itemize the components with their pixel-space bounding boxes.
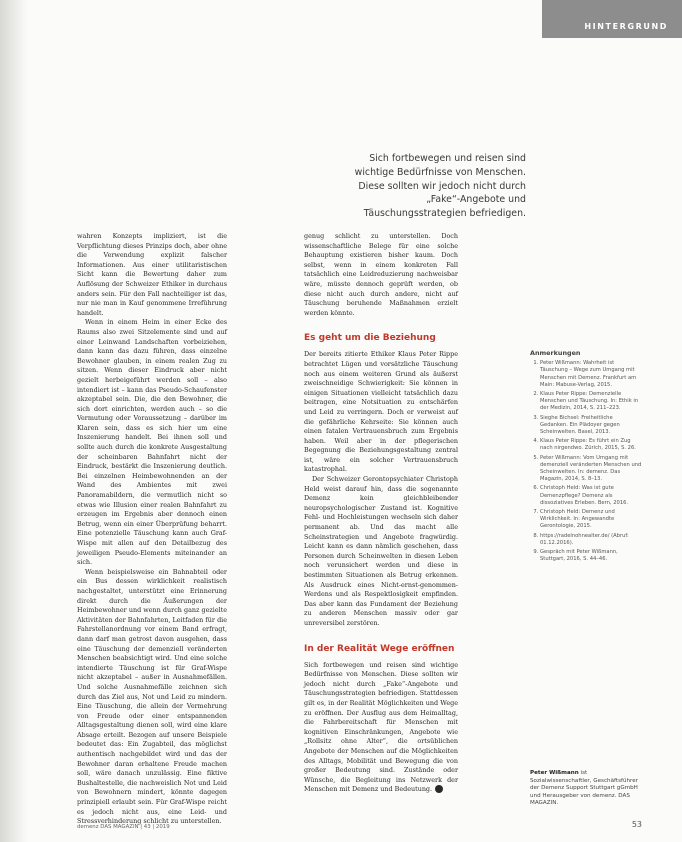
body-paragraph <box>304 661 458 795</box>
pull-quote: Sich fortbewegen und reisen sind wichtige Bedürfnisse von Menschen. Diese sollten wir jedoch nicht durch „Fake“-Angebote und Täuschungsstrategien befriedigen. <box>354 153 526 220</box>
body-column-middle <box>304 232 458 814</box>
footnotes <box>530 350 642 565</box>
footnote-item: 9. Gespräch mit Peter Wißmann, Stuttgart, 2016, S. 44–46. <box>540 549 642 563</box>
body-column-left <box>77 232 227 826</box>
body-paragraph: genug schlicht zu unterstellen. Doch wissenschaftliche Belege für eine solche Behauptung existieren bisher kaum. Doch selbst, wenn in einem konkreten Fall tatsächlich eine Leidreduzierung nachweisbar wäre, müsste dennoch geprüft werden, ob diese nicht auch durch andere, nicht auf Täuschung beruhende Maßnahmen erzielt werden könnte. <box>304 232 458 317</box>
section-label: HINTERGRUND <box>584 22 668 31</box>
footnotes-title: Anmerkungen <box>530 349 581 357</box>
body-paragraph: Der Schweizer Gerontopsychiater Christoph Held weist darauf hin, dass die sogenannte Demenz kein gleichbleibender neuropsychologischer Zustand ist. Kognitive Fehl- und Hochleistungen wechseln sich daher permanent ab. Und das macht alle Scheinstrategien und Angebote fragwürdig. Leicht kann es dann nämlich geschehen, dass Personen durch Scheinwelten in diesen Leben noch verunsichert werden und diese in bestimmten Situationen als Betrug erkennen. Als Ausdruck eines Nicht-ernst-genommen-Werdens und als Respektlosigkeit empfinden. Das aber kann das Fundament der Beziehung zu anderen Menschen massiv oder gar unreversibel zerstören. <box>304 475 458 627</box>
footnote-item: 4. Klaus Peter Rippe: Es führt ein Zug nach nirgendwo. Zürich, 2015, S. 26. <box>540 438 642 452</box>
author-bio-text: ist Sozialwissenschaftler, Geschäftsführer der Demenz Support Stuttgart gGmbH und Herausgeber von demenz. DAS MAGAZIN. <box>530 770 638 807</box>
author-name: Peter Wißmann <box>530 770 579 776</box>
footnote-item: 5. Peter Wißmann: Vom Umgang mit demenziell veränderten Menschen und Scheinwelten. In: demenz. Das Magazin, 2014, S. 8–13. <box>540 455 642 484</box>
footnote-list <box>530 360 642 563</box>
body-paragraph: Wenn beispielsweise ein Bahnabteil oder ein Bus dessen wirklichkeit realistisch nachgestaltet, unterstützt eine Erinnerung direkt durch die Äußerungen der Heimbewohner und wenn durch ganz gezielte Aktivitäten der Bahnfahrten, Leitfaden für die Fahrstellanordnung vor einem Band erfragt, dann darf man getrost davon ausgehen, dass eine Täuschung der demenziell veränderten Menschen beabsichtigt wird. Und eine solche intendierte Täuschung ist für Graf-Wispe nicht akzeptabel – außer in Ausnahmefällen. Und solche Ausnahmefälle zeichnen sich durch das Ziel aus, Not und Leid zu mindern. Eine Täuschung, die allein der Vermehrung von Freude oder einer entspannenden Alltagsgestaltung dienen soll, wird eine klare Absage erteilt. Bezogen auf unsere Beispiele bedeutet das: Ein Zugabteil, das möglichst authentisch nachgebildet wird und das der Bewohner daran erhaltene Freude machen soll, wäre danach unzulässig. Eine fiktive Bushaltestelle, die nachweislich Not und Leid von Bewohnern mindert, könnte dagegen prinzipiell erlaubt sein. Für Graf-Wispe reicht es jedoch nicht aus, eine Leid- und Stressverhinderung schlicht zu unterstellen. <box>77 567 227 826</box>
section-tab <box>542 0 682 38</box>
footnote-item: 6. Christoph Held: Was ist gute Demenzpflege? Demenz als dissoziatives Erleben. Bern, 2016. <box>540 485 642 507</box>
article-end-icon <box>435 785 443 793</box>
page-gutter-shadow <box>0 0 28 842</box>
section-heading: Es geht um die Beziehung <box>304 333 436 344</box>
body-text: Sich fortbewegen und reisen sind wichtige Bedürfnisse von Menschen. Diese sollten wir jedoch nicht durch „Fake“-Angebote und Täuschungsstrategien befriedigen. Stattdessen gilt es, in der Realität Möglichkeiten und Wege zu eröffnen. Der Ausflug aus dem Heimalltag, die Fahrbereitschaft für Menschen mit kognitiven Einschränkungen, Angebote wie „Rollsitz ohne Alter“, die ortsüblichen Angebote der Menschen auf die Möglichkeiten des Alltags, Mobilität und Bewegung die von großer Bedeutung sind. Zustände oder Wünsche, die Begleitung ins Netzwerk der Menschen mit Demenz und Bedeutung. <box>304 660 458 794</box>
footer-publication: demenz DAS MAGAZIN | 43 | 2019 <box>77 824 170 830</box>
author-bio <box>530 770 646 808</box>
footnote-item: 1. Peter Wißmann: Wahrheit ist Täuschung – Wege zum Umgang mit Menschen mit Demenz. Frankfurt am Main: Mabuse-Verlag, 2015. <box>540 360 642 389</box>
footnote-item: 3. Sieghe Bichsel: Freiheitliche Gedanken. Ein Plädoyer gegen Scheinwelten. Basel, 2013. <box>540 415 642 437</box>
body-paragraph: Wenn in einem Heim in einer Ecke des Raums also zwei Sitzelemente sind und auf einer Leinwand Landschaften vorbeiziehen, dann kann das dazu führen, dass einzelne Bewohner glauben, in einem realen Zug zu sitzen. Wenn dieser Eindruck aber nicht gezielt herbeigeführt werden soll – also intendiert ist – kann das Pseudo-Schaufenster akzeptabel sein. Die, die den Bewohner, die sich dort einrichten, werden auch – so die Vermutung oder Voraussetzung – darüber im Klaren sein, dass es sich hier um eine Inszenierung handelt. Bei ihnen soll und sollte auch durch die konkrete Ausgestaltung der scheinbaren Bahnfahrt nicht der Eindruck, bestärkt die Inszenierung deutlich. Bei einzelnen Heimbewohnenden an der Wand des Ambientes mit zwei Panoramabildern, die vermutlich nicht so etwas wie Illusion einer realen Bahnfahrt zu erzeugen im Ergebnis aber dennoch einen Betrug, wenn ein einer Überprüfung beharrt. Eine potenzielle Täuschung kann auch Graf-Wispe mit allen auf den Detailbezug des jeweiligen Pseudo-Elements miteinander an sich. <box>77 318 227 567</box>
footnote-item: 2. Klaus Peter Rippe: Demenzielle Menschen und Täuschung. In: Ethik in der Medizin, 2014, S. 211–223. <box>540 391 642 413</box>
section-heading: In der Realität Wege eröffnen <box>304 643 455 654</box>
page-number: 53 <box>631 820 642 829</box>
footnote-item: 8. https://radelnohnealter.de/ (Abruf: 01.12.2016). <box>540 533 642 547</box>
footnote-item: 7. Christoph Held: Demenz und Wirklichkeit. In: Angewandte Gerontologie, 2015. <box>540 509 642 531</box>
body-paragraph: wahren Konzepts impliziert, ist die Verpflichtung dieses Prinzips doch, aber ohne die Verwendung explizit falscher Informationen. Aus einer utilitaristischen Sicht kann die Bewertung daher zum Auflösung der Schweizer Ethiker in durchaus anders sein. Für den Fall nachteiliger ist das, nur nie man in Kauf genommene Irreführung handelt. <box>77 232 227 317</box>
body-paragraph: Der bereits zitierte Ethiker Klaus Peter Rippe betrachtet Lügen und vorsätzliche Täuschung noch aus einem weiteren Grund als äußerst zweischneidige Schwierigkeit: Sie können in einigen Situationen vielleicht tatsächlich dazu beitragen, eine Notsituation zu entschärfen und Leid zu verringern. Doch er verweist auf die gefährliche Kehrseite: Sie können auch einen fatalen Vertrauensbruch zum Ergebnis haben. Weil aber in der pflegerischen Begegnung die Beziehungsgestaltung zentral ist, wäre ein solcher Vertrauensbruch katastrophal. <box>304 350 458 474</box>
